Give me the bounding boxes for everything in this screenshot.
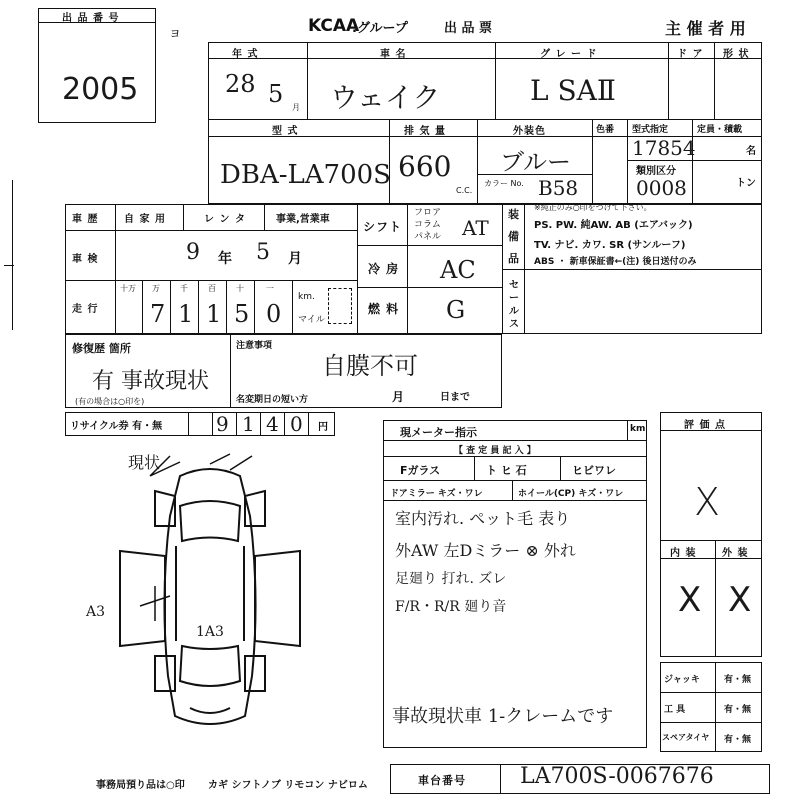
sales-point-3: ル <box>509 306 520 317</box>
year-label: 年 式 <box>232 49 259 60</box>
mileage-label: 走 行 <box>72 304 99 315</box>
interior-label: 内 装 <box>670 548 697 559</box>
equip-label-2: 備 <box>508 230 520 243</box>
cooler-label: 冷 房 <box>368 262 400 276</box>
lot-label: 出 品 番 号 <box>62 13 120 24</box>
ruibetsu-label: 類別区分 <box>636 166 676 177</box>
load-unit: トン <box>736 178 756 189</box>
copy-label: 主 催 者 用 <box>665 19 746 38</box>
shape-label: 形 状 <box>723 49 750 60</box>
wheel-label: ホイール(CP) キズ・ワレ <box>518 489 624 499</box>
equip-label-3: 品 <box>508 252 520 265</box>
mile-unit: マイル <box>298 315 325 325</box>
damage-code-center: 1A3 <box>196 624 224 640</box>
meter-unit: km <box>630 424 646 434</box>
edge-tick <box>4 265 14 266</box>
extra-label: 工 具 <box>664 705 686 715</box>
sales-point-1: セ <box>509 280 520 291</box>
sales-point-4: ス <box>509 319 520 330</box>
car-diagram <box>80 446 340 746</box>
shaken-year-unit: 年 <box>218 251 233 267</box>
name-change-label: 名変期日の短い方 <box>236 395 309 405</box>
extra-value: 有・無 <box>724 675 752 685</box>
recycle-digit: 0 <box>290 412 303 436</box>
shift-opt-panel: パネル <box>414 232 442 242</box>
fuel-label: 燃 料 <box>368 302 400 316</box>
private-use-opt: 自 家 用 <box>124 214 166 225</box>
fglass-options: ト ヒ 石 <box>486 464 527 477</box>
crack-label: ヒビワレ <box>572 464 616 477</box>
recycle-label: リサイクル券 有・無 <box>70 421 163 432</box>
rating-score: X <box>694 480 721 524</box>
fuel-value: G <box>446 296 466 324</box>
capacity-label: 定員・積載 <box>697 125 743 135</box>
color-no-value: B58 <box>538 176 579 200</box>
color-value: ブルー <box>500 148 572 176</box>
history-label: 車 歴 <box>72 214 99 225</box>
sales-point-2: ー <box>509 293 520 304</box>
capacity-unit: 名 <box>746 146 756 157</box>
mileage-digit: 1 <box>178 300 194 328</box>
equip-line-2: TV. ナビ. カワ. SR (サンルーフ) <box>534 240 686 251</box>
katashiki-value: 17854 <box>632 136 696 160</box>
caution-value: 自膜不可 <box>322 352 418 380</box>
mirror-label: ドアミラー キズ・ワレ <box>390 489 483 499</box>
model-month: 5 <box>268 80 284 108</box>
interior-score: X <box>678 580 702 620</box>
recycle-digit: 9 <box>216 412 229 436</box>
color-number-label: 色番 <box>596 125 615 135</box>
footer-left: 事務局預り品は○印 <box>96 780 185 791</box>
cooler-value: AC <box>440 256 476 284</box>
inspector-label: 【 査 定 員 記 入 】 <box>454 446 536 456</box>
inspector-note: 足廻り 打れ. ズレ <box>395 571 507 587</box>
shaken-label: 車 検 <box>72 254 99 265</box>
exterior-label: 外 装 <box>722 548 749 559</box>
rental-opt: レ ン タ <box>204 214 246 225</box>
digit-label-10: 十 <box>236 284 244 293</box>
digit-label-10k: 万 <box>152 284 160 293</box>
extra-label: ジャッキ <box>664 675 700 685</box>
name-change-month: 月 <box>392 390 406 404</box>
color-label: 外装色 <box>513 126 546 137</box>
lot-number: 2005 <box>62 72 139 107</box>
repair-note: (有の場合は○印を) <box>75 397 145 406</box>
yen-unit: 円 <box>318 422 329 433</box>
equip-note: ※純正のみ○印をつけて下さい。 <box>534 203 652 212</box>
model-code: DBA-LA700S <box>220 160 391 190</box>
color-no-label: カラー No. <box>484 179 524 188</box>
model-year: 28 <box>225 70 256 98</box>
digit-label-100k: 十万 <box>120 284 136 293</box>
inspector-note: F/R・R/R 廻り音 <box>395 599 507 615</box>
shift-opt-column: コラム <box>414 220 441 230</box>
mileage-digit: 7 <box>150 300 166 328</box>
name-change-day: 日まで <box>440 392 470 403</box>
damage-code-left: A3 <box>86 604 106 620</box>
ruibetsu-value: 0008 <box>636 176 687 200</box>
group-label: .グループ <box>352 21 408 36</box>
month-unit: 月 <box>292 103 300 112</box>
mileage-digit: 1 <box>206 300 222 328</box>
repair-label: 修復歴 箇所 <box>72 342 131 355</box>
brand-logo: KCAA <box>308 16 360 36</box>
displacement-label: 排 気 量 <box>404 126 446 137</box>
grade-label: グ レ ー ド <box>540 49 598 60</box>
extra-value: 有・無 <box>724 705 752 715</box>
damage-note: 現状 <box>128 453 161 472</box>
km-checkbox <box>328 288 352 324</box>
extra-label: スペアタイヤ <box>662 733 710 742</box>
caution-label: 注意事項 <box>236 341 273 351</box>
grade-value: L SAⅡ <box>530 74 616 107</box>
mileage-digit: 0 <box>266 300 282 328</box>
equip-label-1: 装 <box>508 208 520 221</box>
shaken-month-unit: 月 <box>288 251 303 267</box>
rating-frame <box>660 412 762 657</box>
rating-label: 評 価 点 <box>684 420 726 431</box>
inspector-note: 室内汚れ. ペット毛 表り <box>395 509 571 528</box>
vin-value: LA700S-0067676 <box>520 764 714 789</box>
digit-label-100: 百 <box>208 284 216 293</box>
katashiki-label: 型式指定 <box>632 125 669 135</box>
shift-opt-floor: フロア <box>414 208 442 218</box>
fglass-label: Fガラス <box>400 464 441 477</box>
shift-label: シフト <box>363 220 403 234</box>
car-name: ウェイク <box>330 81 441 114</box>
equip-line-1: PS. PW. 純AW. AB (エアバック) <box>534 220 693 231</box>
footer-items: カギ シフトノブ リモコン ナビロム <box>208 780 368 791</box>
mileage-digit: 5 <box>234 300 250 328</box>
recycle-digit: 1 <box>242 412 255 436</box>
car-name-label: 車 名 <box>380 49 407 60</box>
shaken-month: 5 <box>256 240 270 265</box>
door-label: ド ア <box>677 49 704 60</box>
equip-line-3: ABS ・ 新車保証書←(注) 後日送付のみ <box>534 257 697 267</box>
cc-unit: C.C. <box>456 186 473 195</box>
recycle-digit: 4 <box>266 412 279 436</box>
repair-value: 有 事故現状 <box>92 369 209 394</box>
edge-mark <box>12 180 13 330</box>
shaken-year: 9 <box>186 240 200 265</box>
meter-label: 現メーター指示 <box>400 426 477 439</box>
shift-value: AT <box>462 216 489 240</box>
type-label: 型 式 <box>272 126 299 137</box>
sheet-title: 出 品 票 <box>444 21 493 36</box>
exterior-score: X <box>728 580 752 620</box>
digit-label-1k: 千 <box>180 284 188 293</box>
inspector-note: 外AW 左Dミラー ⊗ 外れ <box>395 541 576 560</box>
inspector-bottom-note: 事故現状車 1-クレームです <box>392 706 614 727</box>
vin-label: 車台番号 <box>418 774 466 787</box>
displacement-value: 660 <box>398 150 452 183</box>
digit-label-1: 一 <box>266 284 274 293</box>
business-opt: 事業,営業車 <box>276 214 330 225</box>
km-unit: km. <box>298 292 315 302</box>
extra-value: 有・無 <box>724 735 752 745</box>
lot-mark: ョ <box>168 25 182 41</box>
